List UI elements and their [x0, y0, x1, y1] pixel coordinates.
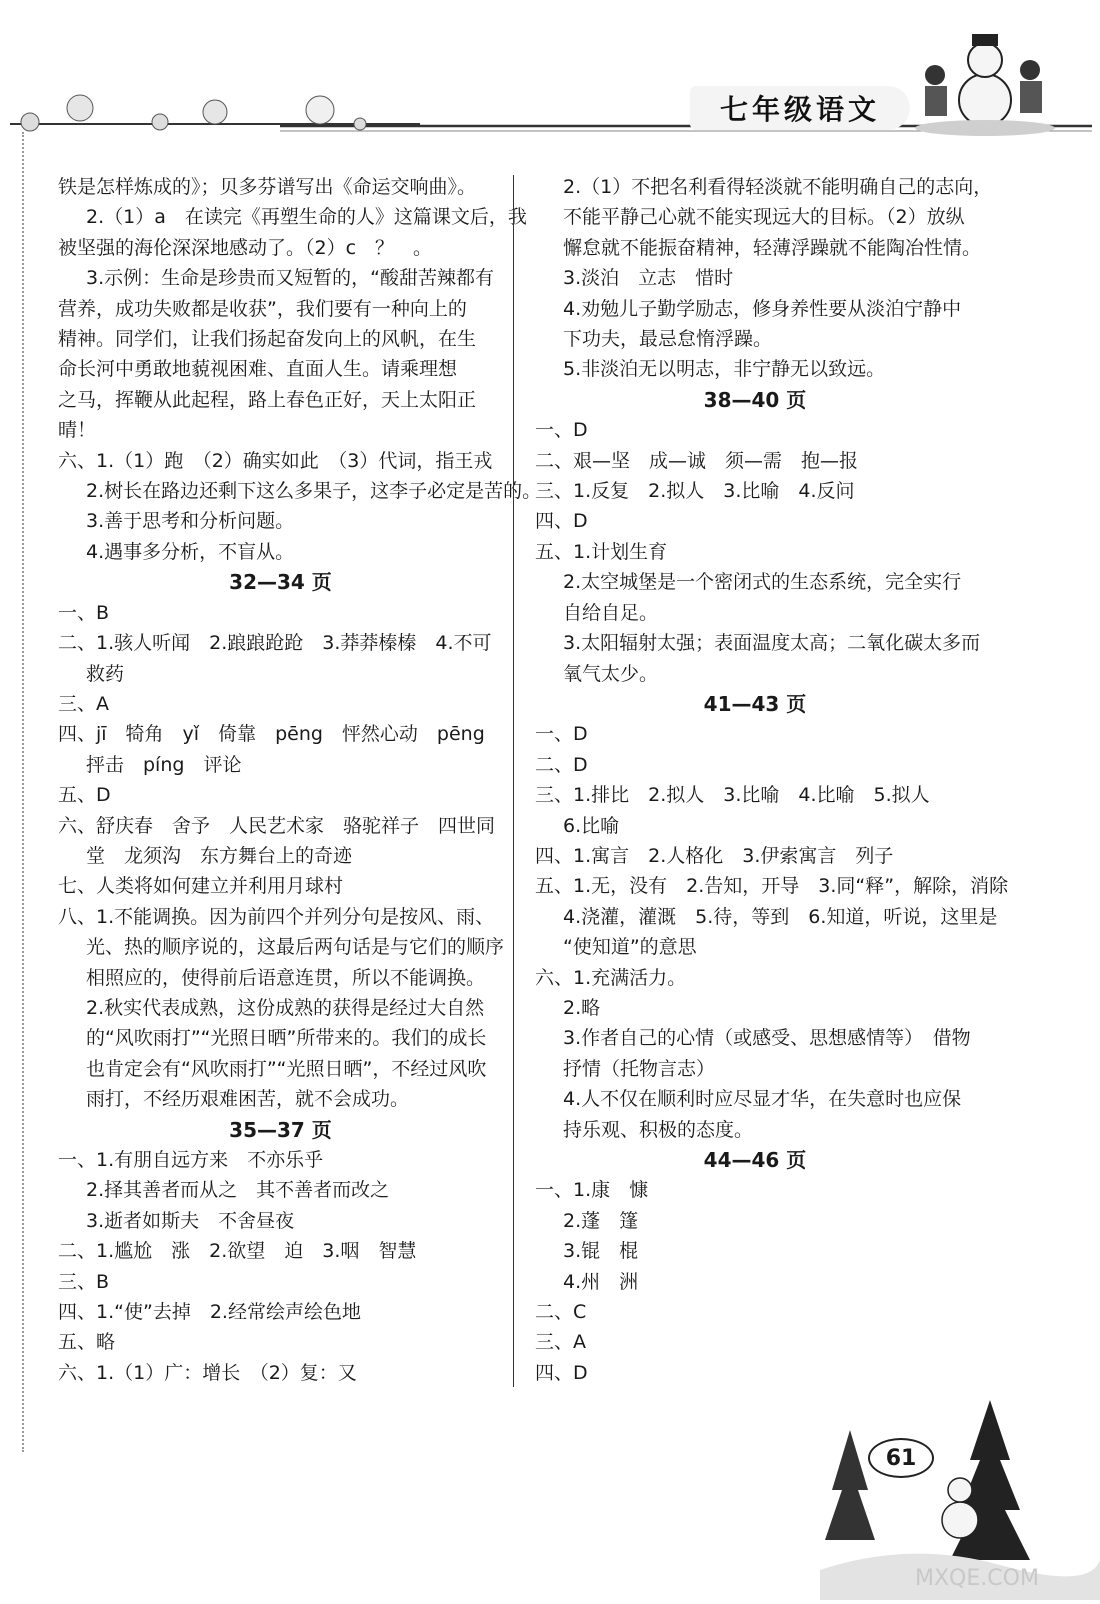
answer-line: 六、1.（1）跑 （2）确实如此 （3）代词，指王戎 — [58, 449, 493, 472]
answer-line: 6.比喻 — [563, 814, 620, 837]
answer-line: 持乐观、积极的态度。 — [563, 1118, 754, 1141]
section-heading: 44—46 页 — [703, 1148, 807, 1172]
header-title-box — [690, 86, 910, 130]
answer-line: 4.浇灌，灌溉 5.待，等到 6.知道，听说，这里是 — [563, 905, 998, 928]
answer-line: 2.太空城堡是一个密闭式的生态系统，完全实行 — [563, 571, 962, 594]
answer-line: 光、热的顺序说的，这最后两句话是与它们的顺序 — [86, 936, 505, 959]
answer-line: 2.择其善者而从之 其不善者而改之 — [86, 1179, 390, 1202]
answer-line: 相照应的，使得前后语意连贯，所以不能调换。 — [86, 966, 486, 989]
section-heading: 41—43 页 — [703, 691, 807, 716]
answer-line: 下功夫，最忌怠惰浮躁。 — [563, 328, 773, 351]
answer-line: 命长河中勇敢地藐视困难、直面人生。请乘理想 — [58, 358, 458, 381]
answer-line: 四、jī 犄角 yǐ 倚靠 pēng 怦然心动 pēng — [58, 723, 485, 746]
answer-line: 3.逝者如斯夫 不舍昼夜 — [86, 1209, 295, 1232]
answer-line: 精神。同学们，让我们扬起奋发向上的风帆，在生 — [58, 328, 477, 351]
answer-line: 六、舒庆春 舍予 人民艺术家 骆驼祥子 四世同 — [58, 814, 496, 837]
answer-line: 五、D — [58, 784, 111, 807]
answer-line: 雨打，不经历艰难困苦，就不会成功。 — [86, 1088, 410, 1111]
answer-line: 五、略 — [58, 1331, 116, 1354]
answer-line: 四、1.寓言 2.人格化 3.伊索寓言 列子 — [535, 844, 894, 867]
header-ornament — [0, 0, 1100, 150]
answer-line: 4.劝勉儿子勤学励志，修身养性要从淡泊宁静中 — [563, 297, 962, 320]
answer-line: 四、D — [535, 1361, 588, 1384]
page-title: 七年级语文 — [719, 93, 880, 126]
answer-line: 之马，挥鞭从此起程，路上春色正好，天上太阳正 — [58, 388, 477, 411]
left-column — [58, 172, 542, 1388]
answer-line: 三、A — [58, 692, 109, 715]
answer-line: 自给自足。 — [563, 601, 659, 624]
answer-line: 3.淡泊 立志 惜时 — [563, 267, 734, 290]
answer-line: 氧气太少。 — [563, 662, 659, 685]
answer-line: 抒情（托物言志） — [563, 1057, 716, 1080]
answer-line: 铁是怎样炼成的》；贝多芬谱写出《命运交响曲》。 — [58, 176, 477, 198]
answer-line: 一、1.有朋自远方来 不亦乐乎 — [58, 1149, 324, 1171]
answer-line: 4.遇事多分析，不盲从。 — [86, 540, 295, 563]
answer-line: 三、B — [58, 1270, 110, 1293]
answer-line: 三、1.反复 2.拟人 3.比喻 4.反问 — [535, 480, 855, 503]
answer-line: 抨击 píng 评论 — [86, 753, 242, 776]
section-heading: 38—40 页 — [703, 387, 807, 412]
answer-line: 晴！ — [58, 419, 97, 442]
answer-line: 一、D — [535, 723, 588, 746]
watermark: MXQE.COM — [915, 1566, 1039, 1591]
section-heading: 35—37 页 — [229, 1117, 332, 1142]
answer-line: 救药 — [86, 662, 125, 685]
answer-line: 4.人不仅在顺利时应尽显才华，在失意时也应保 — [563, 1088, 962, 1111]
answer-line: 一、D — [535, 419, 588, 442]
answer-line: 2.树长在路边还剩下这么多果子，这李子必定是苦的。 — [86, 480, 542, 503]
column-divider — [513, 175, 514, 1387]
margin-dotted-line — [22, 132, 24, 1452]
page-number: 61 — [868, 1438, 934, 1478]
answer-line: 3.作者自己的心情（或感受、思想感情等） 借物 — [563, 1027, 971, 1050]
answer-line: “使知道”的意思 — [563, 936, 697, 959]
answer-line: 3.太阳辐射太强；表面温度太高；二氧化碳太多而 — [563, 632, 981, 655]
answer-line: 2.（1）a 在读完《再塑生命的人》这篇课文后，我 — [86, 206, 527, 229]
answer-line: 2.（1）不把名利看得轻淡就不能明确自己的志向， — [563, 176, 993, 198]
answer-line: 五、1.无，没有 2.告知，开导 3.同“释”，解除，消除 — [535, 875, 1009, 898]
answer-line: 不能平静己心就不能实现远大的目标。（2）放纵 — [563, 206, 965, 229]
answer-line: 3.善于思考和分析问题。 — [86, 510, 295, 533]
page-header — [0, 0, 1100, 150]
answer-line: 六、1.（1）广：增长 （2）复：又 — [58, 1361, 357, 1384]
answer-line: 四、1.“使”去掉 2.经常绘声绘色地 — [58, 1301, 361, 1324]
answer-line: 二、1.尴尬 涨 2.欲望 迫 3.咽 智慧 — [58, 1240, 417, 1263]
answer-line: 二、D — [535, 753, 588, 776]
answer-line: 一、1.康 慷 — [535, 1179, 649, 1202]
answer-line: 5.非淡泊无以明志，非宁静无以致远。 — [563, 358, 886, 381]
answer-line: 七、人类将如何建立并利用月球村 — [58, 875, 344, 898]
answer-line: 六、1.充满活力。 — [535, 966, 687, 989]
answer-line: 3.锟 棍 — [563, 1240, 639, 1263]
right-column — [535, 172, 1009, 1388]
answer-line: 3.示例：生命是珍贵而又短暂的，“酸甜苦辣都有 — [86, 267, 494, 290]
answer-line: 的“风吹雨打”“光照日晒”所带来的。我们的成长 — [86, 1027, 487, 1050]
section-heading: 32—34 页 — [229, 570, 332, 595]
answer-line: 2.略 — [563, 996, 601, 1019]
answer-line: 二、C — [535, 1301, 587, 1324]
answer-line: 被坚强的海伦深深地感动了。（2）c ？ 。 — [58, 236, 433, 259]
answer-line: 二、艰—坚 成—诚 须—需 抱—报 — [535, 449, 859, 472]
answer-line: 懈怠就不能振奋精神，轻薄浮躁就不能陶冶性情。 — [563, 236, 982, 259]
answer-line: 八、1.不能调换。因为前四个并列分句是按风、雨、 — [58, 905, 495, 928]
answer-line: 2.蓬 篷 — [563, 1209, 639, 1232]
answer-line: 四、D — [535, 510, 588, 533]
answer-line: 营养，成功失败都是收获”，我们要有一种向上的 — [58, 297, 467, 320]
answer-line: 堂 龙须沟 东方舞台上的奇迹 — [86, 844, 353, 867]
answer-line: 也肯定会有“风吹雨打”“光照日晒”，不经过风吹 — [86, 1057, 487, 1080]
answer-line: 2.秋实代表成熟，这份成熟的获得是经过大自然 — [86, 996, 485, 1019]
footer-ornament — [820, 1400, 1100, 1600]
answer-line: 二、1.骇人听闻 2.踉踉跄跄 3.莽莽榛榛 4.不可 — [58, 632, 492, 655]
answer-line: 4.州 洲 — [563, 1270, 639, 1293]
answer-line: 一、B — [58, 601, 110, 624]
answer-line: 五、1.计划生育 — [535, 540, 668, 563]
answer-line: 三、1.排比 2.拟人 3.比喻 4.比喻 5.拟人 — [535, 784, 930, 807]
answer-line: 三、A — [535, 1331, 586, 1354]
